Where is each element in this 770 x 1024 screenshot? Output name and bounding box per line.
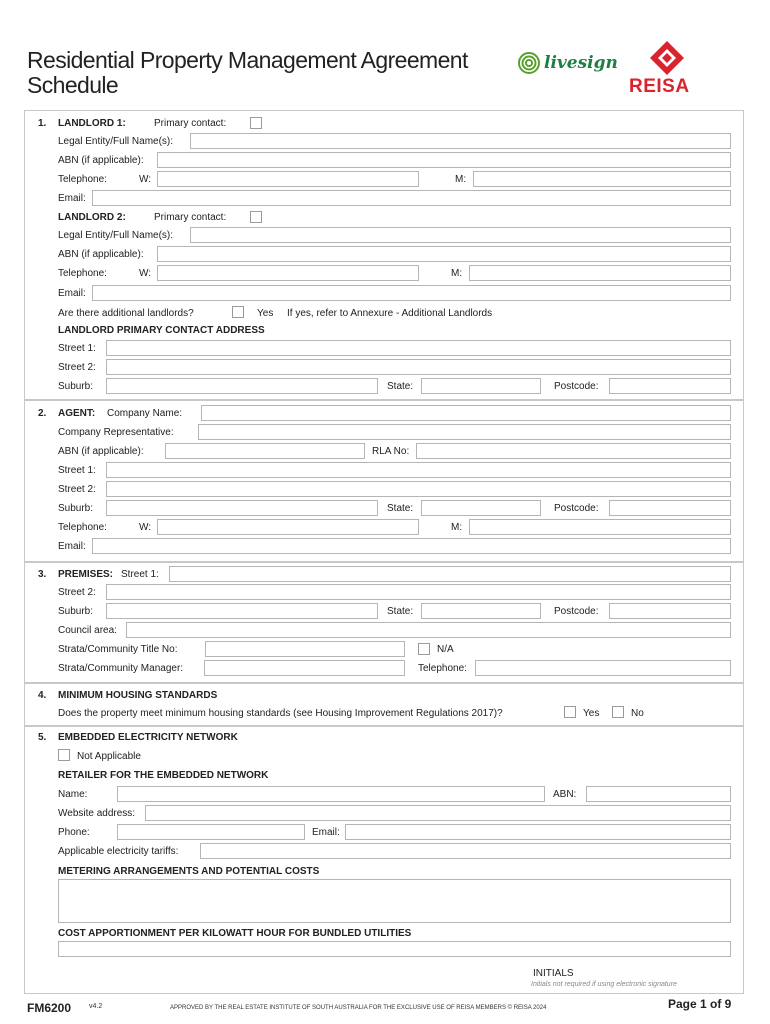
- reisa-logo: [628, 40, 706, 98]
- landlord2-abn-label: ABN (if applicable):: [58, 249, 144, 260]
- strata-na-label: N/A: [437, 644, 454, 655]
- landlord-street1-label: Street 1:: [58, 343, 96, 354]
- retailer-phone-field[interactable]: [117, 824, 305, 840]
- agent-email-field[interactable]: [92, 538, 731, 554]
- landlord2-work-label: W:: [139, 268, 152, 279]
- agent-postcode-label: Postcode:: [554, 503, 599, 514]
- page-title-line1: Residential Property Management Agreement: [27, 47, 468, 73]
- retailer-phone-label: Phone:: [58, 827, 90, 838]
- landlord1-primary-contact-checkbox[interactable]: [250, 117, 262, 129]
- agent-rla-field[interactable]: [416, 443, 731, 459]
- agent-street1-label: Street 1:: [58, 465, 96, 476]
- council-area-label: Council area:: [58, 625, 117, 636]
- agent-company-name-field[interactable]: [201, 405, 731, 421]
- agent-postcode-field[interactable]: [609, 500, 731, 516]
- landlord-suburb-field[interactable]: [106, 378, 378, 394]
- housing-standards-no-label: No: [631, 708, 644, 719]
- landlord1-title: LANDLORD 1:: [58, 118, 126, 129]
- landlord1-legal-entity-field[interactable]: [190, 133, 731, 149]
- premises-street2-label: Street 2:: [58, 587, 96, 598]
- landlord-postcode-label: Postcode:: [554, 381, 599, 392]
- agent-title: AGENT:: [58, 408, 96, 419]
- landlord-suburb-label: Suburb:: [58, 381, 94, 392]
- landlord-address-title: LANDLORD PRIMARY CONTACT ADDRESS: [58, 325, 265, 336]
- premises-title: PREMISES:: [58, 569, 114, 580]
- agent-company-rep-field[interactable]: [198, 424, 731, 440]
- strata-manager-label: Strata/Community Manager:: [58, 663, 184, 674]
- additional-landlords-yes-checkbox[interactable]: [232, 306, 244, 318]
- agent-mobile-field[interactable]: [469, 519, 731, 535]
- not-applicable-checkbox[interactable]: [58, 749, 70, 761]
- landlord1-email-label: Email:: [58, 193, 86, 204]
- premises-street2-field[interactable]: [106, 584, 731, 600]
- council-area-field[interactable]: [126, 622, 731, 638]
- initials-note: Initials not required if using electronic signature: [531, 981, 677, 988]
- landlord1-mobile-field[interactable]: [473, 171, 731, 187]
- tariffs-label: Applicable electricity tariffs:: [58, 846, 179, 857]
- retailer-abn-label: ABN:: [553, 789, 577, 800]
- landlord1-abn-field[interactable]: [157, 152, 731, 168]
- landlord1-work-phone-field[interactable]: [157, 171, 419, 187]
- landlord1-legal-entity-label: Legal Entity/Full Name(s):: [58, 136, 174, 147]
- agent-company-name-label: Company Name:: [107, 408, 183, 419]
- embedded-network-title: EMBEDDED ELECTRICITY NETWORK: [58, 732, 238, 743]
- section-5-number: 5.: [38, 732, 47, 743]
- premises-suburb-label: Suburb:: [58, 606, 94, 617]
- tariffs-field[interactable]: [200, 843, 731, 859]
- cost-apportionment-title: COST APPORTIONMENT PER KILOWATT HOUR FOR BUNDLED UTILITIES: [58, 928, 412, 939]
- landlord1-email-field[interactable]: [92, 190, 731, 206]
- page-title: [27, 48, 468, 98]
- section-4-number: 4.: [38, 690, 47, 701]
- premises-postcode-field[interactable]: [609, 603, 731, 619]
- landlord1-work-label: W:: [139, 174, 152, 185]
- landlord2-email-field[interactable]: [92, 285, 731, 301]
- agent-suburb-label: Suburb:: [58, 503, 94, 514]
- metering-title: METERING ARRANGEMENTS AND POTENTIAL COSTS: [58, 866, 320, 877]
- landlord2-email-label: Email:: [58, 288, 86, 299]
- landlord1-primary-contact-label: Primary contact:: [154, 118, 227, 129]
- premises-state-label: State:: [387, 606, 414, 617]
- additional-landlords-note: If yes, refer to Annexure - Additional Landlords: [287, 308, 493, 319]
- landlord2-legal-entity-field[interactable]: [190, 227, 731, 243]
- additional-landlords-yes-label: Yes: [257, 308, 274, 319]
- retailer-name-field[interactable]: [117, 786, 545, 802]
- premises-street1-field[interactable]: [169, 566, 731, 582]
- agent-street2-field[interactable]: [106, 481, 731, 497]
- premises-state-field[interactable]: [421, 603, 541, 619]
- landlord2-title: LANDLORD 2:: [58, 212, 126, 223]
- retailer-website-label: Website address:: [58, 808, 136, 819]
- additional-landlords-label: Are there additional landlords?: [58, 308, 194, 319]
- housing-standards-no-checkbox[interactable]: [612, 706, 624, 718]
- landlord2-work-phone-field[interactable]: [157, 265, 419, 281]
- landlord2-primary-contact-checkbox[interactable]: [250, 211, 262, 223]
- agent-street2-label: Street 2:: [58, 484, 96, 495]
- agent-email-label: Email:: [58, 541, 86, 552]
- premises-postcode-label: Postcode:: [554, 606, 599, 617]
- strata-na-checkbox[interactable]: [418, 643, 430, 655]
- landlord-street2-field[interactable]: [106, 359, 731, 375]
- retailer-name-label: Name:: [58, 789, 88, 800]
- premises-street1-label: Street 1:: [121, 569, 159, 580]
- retailer-title: RETAILER FOR THE EMBEDDED NETWORK: [58, 770, 269, 781]
- landlord2-primary-contact-label: Primary contact:: [154, 212, 227, 223]
- housing-standards-question: Does the property meet minimum housing standards (see Housing Improvement Regulations 2017)?: [58, 708, 503, 719]
- agent-state-label: State:: [387, 503, 414, 514]
- livesign-logo-text: livesign: [544, 53, 618, 73]
- landlord2-telephone-label: Telephone:: [58, 268, 107, 279]
- page-number: Page 1 of 9: [668, 997, 732, 1011]
- housing-standards-yes-label: Yes: [583, 708, 600, 719]
- landlord2-abn-field[interactable]: [157, 246, 731, 262]
- fingerprint-icon: [517, 51, 541, 75]
- strata-telephone-field[interactable]: [475, 660, 731, 676]
- agent-company-rep-label: Company Representative:: [58, 427, 174, 438]
- landlord-street1-field[interactable]: [106, 340, 731, 356]
- section-3-number: 3.: [38, 569, 47, 580]
- landlord1-abn-label: ABN (if applicable):: [58, 155, 144, 166]
- landlord1-telephone-label: Telephone:: [58, 174, 107, 185]
- landlord2-legal-entity-label: Legal Entity/Full Name(s):: [58, 230, 174, 241]
- retailer-abn-field[interactable]: [586, 786, 731, 802]
- agent-abn-field[interactable]: [165, 443, 365, 459]
- premises-suburb-field[interactable]: [106, 603, 378, 619]
- agent-rla-label: RLA No:: [372, 446, 410, 457]
- initials-label: INITIALS: [533, 968, 574, 979]
- section-1-number: 1.: [38, 118, 47, 129]
- retailer-website-field[interactable]: [145, 805, 731, 821]
- strata-telephone-label: Telephone:: [418, 663, 467, 674]
- landlord-street2-label: Street 2:: [58, 362, 96, 373]
- housing-standards-title: MINIMUM HOUSING STANDARDS: [58, 690, 218, 701]
- landlord-state-label: State:: [387, 381, 414, 392]
- strata-title-no-label: Strata/Community Title No:: [58, 644, 178, 655]
- reisa-logo-text: REISA: [629, 76, 690, 97]
- landlord-state-field[interactable]: [421, 378, 541, 394]
- agent-work-phone-field[interactable]: [157, 519, 419, 535]
- section-2-number: 2.: [38, 408, 47, 419]
- agent-telephone-label: Telephone:: [58, 522, 107, 533]
- strata-manager-field[interactable]: [204, 660, 405, 676]
- landlord2-mobile-field[interactable]: [469, 265, 731, 281]
- cost-apportionment-field[interactable]: [58, 941, 731, 957]
- agent-street1-field[interactable]: [106, 462, 731, 478]
- strata-title-no-field[interactable]: [205, 641, 405, 657]
- landlord-postcode-field[interactable]: [609, 378, 731, 394]
- agent-mobile-label: M:: [451, 522, 463, 533]
- agent-work-label: W:: [139, 522, 152, 533]
- metering-textarea[interactable]: [58, 879, 731, 923]
- livesign-logo: [517, 50, 618, 76]
- page-title-line2: Schedule: [27, 72, 119, 98]
- approval-notice: APPROVED BY THE REAL ESTATE INSTITUTE OF SOUTH AUSTRALIA FOR THE EXCLUSIVE USE OF REISA MEMBERS © REISA 2024: [170, 1005, 547, 1011]
- not-applicable-label: Not Applicable: [77, 751, 141, 762]
- form-code: FM6200: [27, 1001, 72, 1015]
- housing-standards-yes-checkbox[interactable]: [564, 706, 576, 718]
- reisa-diamond-icon: [649, 40, 685, 76]
- agent-state-field[interactable]: [421, 500, 541, 516]
- form-version: v4.2: [89, 1003, 103, 1010]
- agent-suburb-field[interactable]: [106, 500, 378, 516]
- landlord2-mobile-label: M:: [451, 268, 463, 279]
- retailer-email-label: Email:: [312, 827, 340, 838]
- retailer-email-field[interactable]: [345, 824, 731, 840]
- landlord1-mobile-label: M:: [455, 174, 467, 185]
- agent-abn-label: ABN (if applicable):: [58, 446, 144, 457]
